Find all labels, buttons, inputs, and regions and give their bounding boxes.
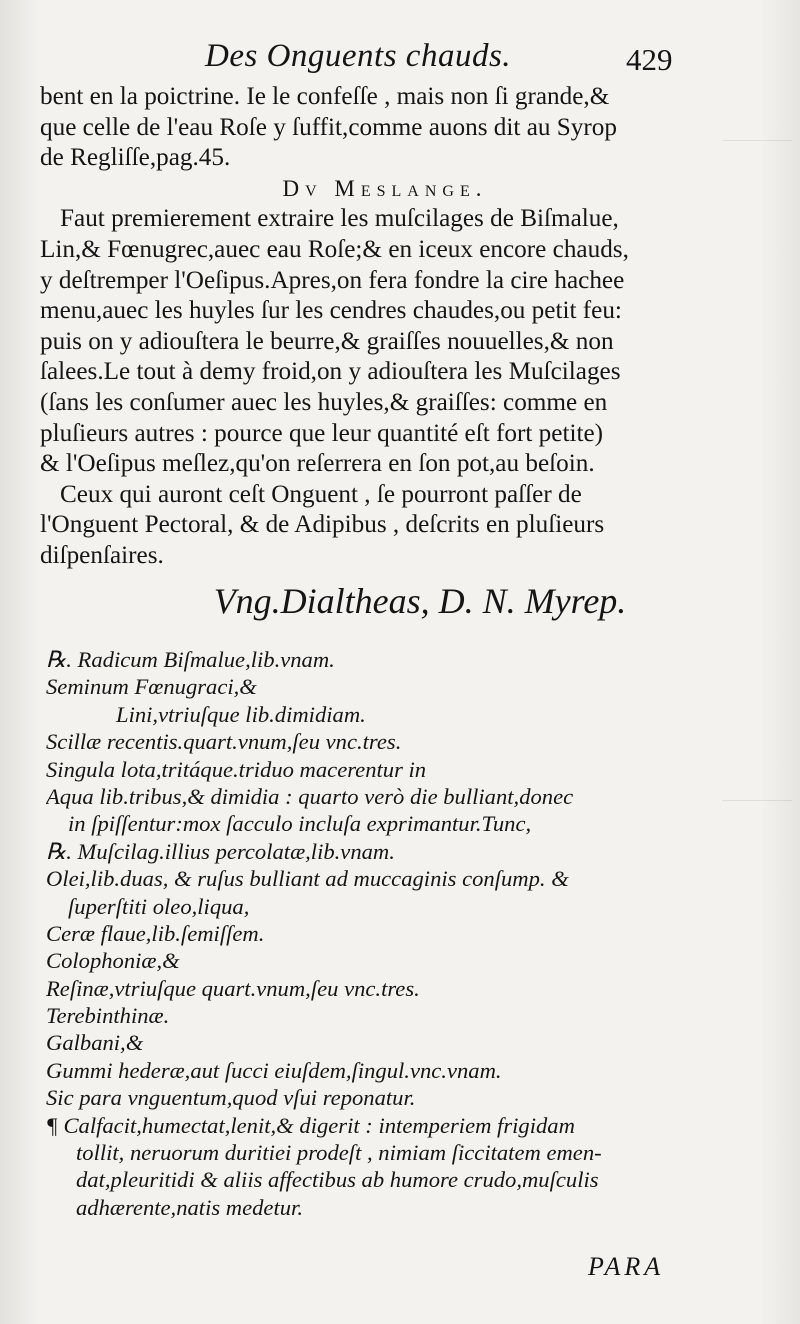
show-through-mark [722, 140, 792, 141]
recipe-line: Aqua lib.tribus,& dimidia : quarto verò die bulliant,donec [46, 783, 574, 809]
recipe-line: Singula lota,tritáque.triduo macerentur in [46, 756, 427, 782]
recipe-line: Galbani,& [46, 1030, 144, 1056]
recipe-line: in ſpiſſentur:mox ſacculo incluſa exprimantur.Tunc, [68, 811, 532, 837]
recipe-line: Scillæ recentis.quart.vnum,ſeu vnc.tres. [46, 729, 402, 755]
body-line: puis on y adiouſtera le beurre,& graiſſes nouuelles,& non [40, 327, 614, 355]
body-line: bent en la poictrine. Ie le confeſſe , mais non ſi grande,& [40, 83, 610, 110]
body-line: de Regliſſe,pag.45. [40, 144, 231, 172]
body-line: (ſans les conſumer auec les huyles,& graiſſes: comme en [40, 388, 608, 416]
body-line: ſalees.Le tout à demy froid,on y adiouſtera les Muſcilages [40, 358, 621, 386]
section-heading: Dv Meslange. [282, 175, 488, 201]
recipe-line: ſuperſtiti oleo,liqua, [68, 893, 250, 919]
show-through-mark [722, 800, 792, 801]
body-line: Faut premierement extraire les muſcilages de Biſmalue, [60, 205, 619, 233]
body-line: menu,auec les huyles ſur les cendres chaudes,ou petit feu: [40, 297, 622, 325]
body-line: & l'Oeſipus meſlez,qu'on reſerrera en ſon pot,au beſoin. [40, 450, 595, 478]
body-text [40, 82, 690, 572]
recipe-line: ℞. Muſcilag.illius percolatæ,lib.vnam. [46, 838, 395, 864]
recipe-line: Sic para vnguentum,quod vſui reponatur. [46, 1085, 416, 1111]
body-line: y deſtremper l'Oeſipus.Apres,on fera fondre la cire hachee [40, 266, 625, 294]
body-line: que celle de l'eau Roſe y ſuffit,comme auons dit au Syrop [40, 113, 617, 141]
recipe-text [46, 646, 706, 1221]
recipe-line: Gummi hederæ,aut ſucci eiuſdem,ſingul.vnc.vnam. [46, 1057, 502, 1083]
page-number: 429 [626, 42, 673, 77]
recipe-line: tollit, neruorum duritiei prodeſt , nimiam ſiccitatem emen- [76, 1140, 602, 1166]
recipe-line: ¶ Calfacit,humectat,lenit,& digerit : intemperiem frigidam [46, 1112, 575, 1138]
recipe-line: ℞. Radicum Biſmalue,lib.vnam. [46, 647, 335, 672]
recipe-line: Ceræ flaue,lib.ſemiſſem. [46, 920, 265, 946]
recipe-line: Lini,vtriuſque lib.dimidiam. [116, 701, 366, 727]
recipe-line: dat,pleuritidi & aliis affectibus ab humore crudo,muſculis [76, 1167, 599, 1193]
body-line: pluſieurs autres : pource que leur quantité eſt fort petite) [40, 419, 604, 447]
body-line: diſpenſaires. [40, 541, 164, 569]
recipe-line: Olei,lib.duas, & ruſus bulliant ad muccaginis conſump. & [46, 866, 569, 892]
recipe-line: Reſinæ,vtriuſque quart.vnum,ſeu vnc.tres. [46, 975, 420, 1001]
catchword: PARA [588, 1252, 665, 1281]
body-line: l'Onguent Pectoral, & de Adipibus , deſcrits en pluſieurs [40, 511, 605, 539]
body-line: Ceux qui auront ceſt Onguent , ſe pourront paſſer de [60, 480, 582, 508]
recipe-line: Seminum Fœnugraci,& [46, 674, 257, 700]
running-title: Des Onguents chauds. [205, 38, 512, 74]
page-header [0, 38, 800, 82]
recipe-title: Vng.Dialtheas, D. N. Myrep. [213, 581, 627, 621]
body-line: Lin,& Fœnugrec,auec eau Roſe;& en iceux encore chauds, [40, 235, 629, 263]
recipe-line: Colophoniæ,& [46, 948, 180, 974]
recipe-line: Terebinthinæ. [46, 1003, 170, 1029]
recipe-line: adhærente,natis medetur. [76, 1194, 303, 1220]
